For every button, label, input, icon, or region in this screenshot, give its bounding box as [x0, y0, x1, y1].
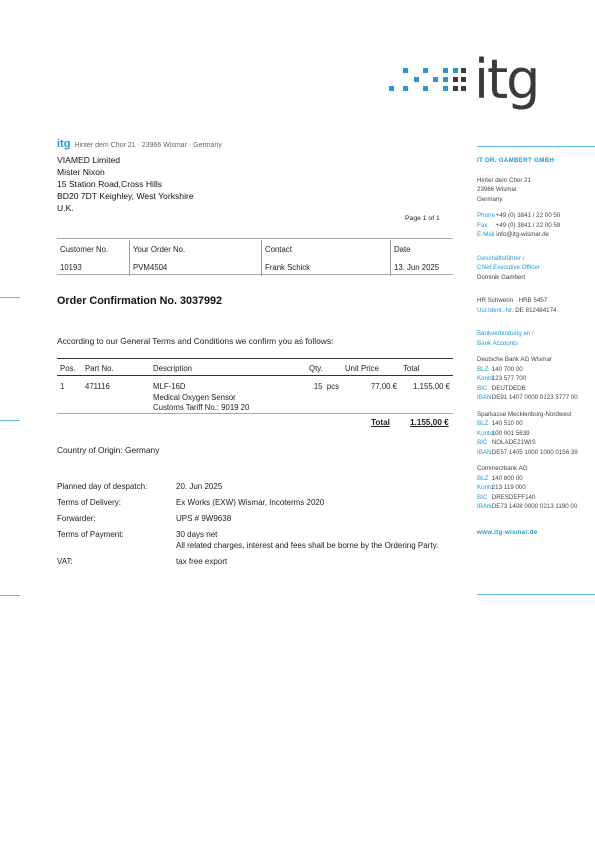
sidebar-bottom-rule — [477, 594, 595, 595]
forwarder-label: Forwarder: — [57, 514, 96, 523]
vat-label: VAT: — [57, 557, 73, 566]
despatch-value: 20. Jun 2025 — [176, 482, 223, 491]
header-table-bottom-rule — [57, 274, 453, 275]
despatch-label: Planned day of despatch: — [57, 482, 148, 491]
intro-text: According to our General Terms and Conditions we confirm you as follows: — [57, 336, 334, 346]
item-qty: 15 pcs — [313, 382, 339, 391]
terms-table — [57, 481, 438, 567]
delivery-value: Ex Works (EXW) Wismar, Incoterms 2020 — [176, 498, 325, 507]
recipient-name: Mister Nixon — [57, 167, 105, 177]
company-sidebar: IT DR. GAMBERT GMBH Hinter dem Chor 21 23966 Wismar Germany Phone +49 (0) 3841 / 22 00 50 Fax +49 (0) 3841 / 22 00 59 E-Mail info@itg-wismar.de Geschäftsführer / Chief Executive Officer Dominik Gambert HR Schwerin · HRB 5457 Ust.Ident.-Nr. DE 812484174 Bankverbindung en / Bank Accounts Deutsche Bank AG Wismar BLZ 140 700 00 Konto 123 577 700 BIC DEUTDEDB IBAN DE91 1407 0000 0123 5777 00 Sparkasse Mecklenburg-Nordwest BLZ 140 510 00 Konto 100 001 5639 BIC NOLADE21WIS IBAN DE57 1405 1000 1000 0156 39 Commerzbank AG BLZ 140 800 00 Konto 213 119 000 BIC DRESDEFF140 IBAN DE73 1408 0000 0213 1190 00 www.itg-wismar.de — [477, 156, 595, 537]
col-total: Total — [403, 363, 420, 373]
date-value: 13. Jun 2025 — [391, 258, 454, 276]
sender-line: itg Hinter dem Chor 21 · 23966 Wismar · Germany — [57, 138, 222, 150]
item-total: 1.155,00 € — [413, 382, 450, 391]
header-order-no-label: Your Order No. — [130, 240, 262, 258]
sidebar-email: info@itg-wismar.de — [496, 231, 549, 238]
contact-value: Frank Schick — [262, 258, 391, 276]
bank-deutsche-bank: Deutsche Bank AG Wismar BLZ 140 700 00 Konto 123 577 700 BIC DEUTDEDB IBAN DE91 1407 0000 0123 5777 00 — [477, 356, 578, 401]
bank-commerzbank: Commerzbank AG BLZ 140 800 00 Konto 213 119 000 BIC DRESDEFF140 IBAN DE73 1408 0000 0213 1190 00 — [477, 465, 578, 510]
items-bottom-rule — [57, 413, 453, 414]
header-contact-label: Contact — [262, 240, 391, 258]
header-customer-no-label: Customer No. — [60, 244, 109, 254]
items-header-rule — [57, 375, 453, 376]
recipient-street: 15 Station Road,Cross Hills — [57, 179, 163, 189]
sidebar-fax: +49 (0) 3841 / 22 00 59 — [495, 221, 561, 229]
item-part-no: 471116 — [85, 382, 110, 391]
recipient-country: U.K. — [57, 203, 74, 213]
fold-mark-top — [0, 297, 20, 298]
payment-label: Terms of Payment: — [57, 530, 124, 539]
delivery-label: Terms of Delivery: — [57, 498, 122, 507]
item-description: MLF-16D Medical Oxygen Sensor Customs Tariff No.: 9019 20 — [153, 382, 250, 412]
country-of-origin: Country of Origin: Germany — [57, 445, 160, 455]
vat-value: tax free export — [176, 557, 228, 566]
bank-sparkasse: Sparkasse Mecklenburg-Nordwest BLZ 140 510 00 Konto 100 001 5639 BIC NOLADE21WIS IBAN DE57 1405 1000 1000 0156 39 — [477, 410, 578, 456]
header-date-label: Date — [391, 240, 454, 258]
order-header-table — [57, 240, 453, 276]
sidebar-top-rule — [477, 146, 595, 147]
order-header-labels — [57, 240, 453, 258]
item-pos: 1 — [60, 382, 65, 391]
terms-row — [57, 481, 438, 497]
item-unit-price: 77,00 € — [370, 382, 397, 391]
col-unit-price: Unit Price — [345, 363, 379, 373]
col-pos: Pos. — [60, 363, 76, 373]
fold-mark-bottom — [0, 595, 20, 596]
grand-total-label: Total — [371, 418, 390, 427]
col-part-no: Part No. — [85, 363, 114, 373]
recipient-city: BD20 7DT Keighley, West Yorkshire — [57, 191, 194, 201]
terms-row — [57, 529, 438, 556]
sidebar-company-name: IT DR. GAMBERT GMBH — [477, 157, 555, 164]
document-title: Order Confirmation No. 3037992 — [57, 295, 223, 307]
grand-total-value: 1.155,00 € — [410, 418, 449, 427]
recipient-company: VIAMED Limited — [57, 155, 121, 165]
sidebar-website[interactable]: www.itg-wismar.de — [477, 528, 538, 536]
table-row — [57, 381, 453, 415]
col-description: Description — [153, 363, 192, 373]
sidebar-phone: +49 (0) 3841 / 22 00 50 — [495, 212, 561, 219]
forwarder-value: UPS # 9W9638 — [176, 514, 232, 523]
payment-value: 30 days net All related charges, interest and fees shall be borne by the Ordering Party. — [176, 530, 439, 550]
sidebar-ceo: Dominik Gambert — [477, 273, 526, 281]
company-logo: itg — [474, 48, 539, 111]
fold-mark-middle — [0, 420, 20, 421]
page-info: Page 1 of 1 — [405, 215, 440, 222]
terms-row — [57, 513, 438, 529]
customer-no-value: 10193 — [60, 262, 82, 272]
sender-logo: itg — [57, 138, 71, 150]
col-qty: Qty. — [309, 363, 323, 373]
terms-row — [57, 556, 438, 567]
recipient-address — [57, 154, 194, 214]
items-table — [57, 359, 453, 415]
terms-row — [57, 497, 438, 513]
order-no-value: PVM4504 — [130, 258, 262, 276]
header-table-top-rule — [57, 238, 453, 239]
